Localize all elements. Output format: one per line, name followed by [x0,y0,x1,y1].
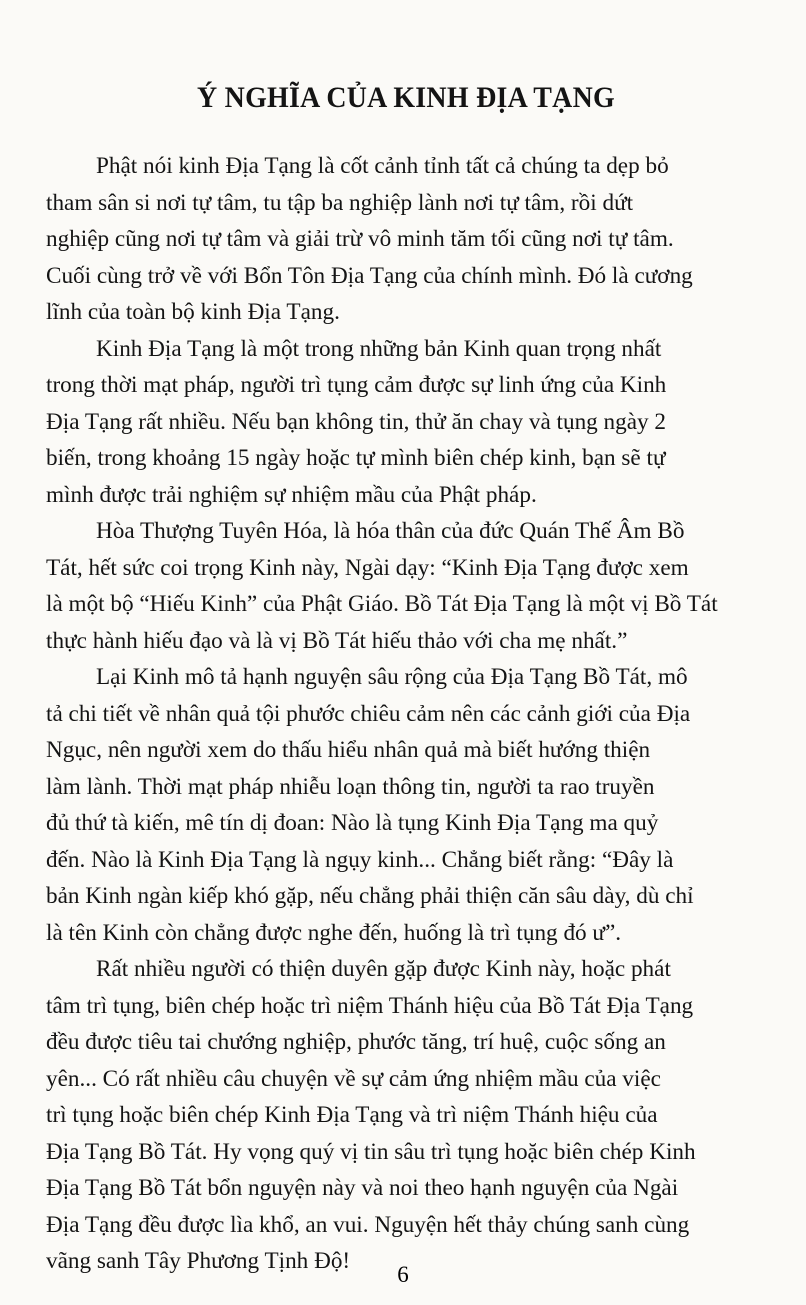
text-line: là tên Kinh còn chẳng được nghe đến, huống là trì tụng đó ư”. [46,919,622,946]
text-line: lĩnh của toàn bộ kinh Địa Tạng. [46,299,340,325]
text-line: nghiệp cũng nơi tự tâm và giải trừ vô minh tăm tối cũng nơi tự tâm. [46,226,674,252]
paragraph-2 [46,331,766,514]
text-line: Ngục, nên người xem do thấu hiểu nhân quả mà biết hướng thiện [46,737,651,763]
text-line: bản Kinh ngàn kiếp khó gặp, nếu chẳng phải thiện căn sâu dày, dù chỉ [46,883,694,909]
body-text [46,148,766,1280]
text-line: tả chi tiết về nhân quả tội phước chiêu cảm nên các cảnh giới của Địa [46,700,691,727]
paragraph-4 [46,659,766,951]
text-line: thực hành hiếu đạo và là vị Bồ Tát hiếu thảo với cha mẹ nhất.” [46,627,628,654]
text-line: trong thời mạt pháp, người trì tụng cảm được sự linh ứng của Kinh [46,372,667,398]
text-line: Rất nhiều người có thiện duyên gặp được Kinh này, hoặc phát [96,956,671,982]
paragraph-5 [46,951,766,1280]
text-line: Phật nói kinh Địa Tạng là cốt cảnh tỉnh tất cả chúng ta dẹp bỏ [96,153,669,179]
text-line: Địa Tạng Bồ Tát bổn nguyện này và noi theo hạnh nguyện của Ngài [46,1175,679,1201]
text-line: đến. Nào là Kinh Địa Tạng là ngụy kinh... Chẳng biết rằng: “Đây là [46,846,674,873]
chapter-title: Ý NGHĨA CỦA KINH ĐỊA TẠNG [196,81,616,114]
text-line: đều được tiêu tai chướng nghiệp, phước tăng, trí huệ, cuộc sống an [46,1029,666,1055]
text-line: trì tụng hoặc biên chép Kinh Địa Tạng và trì niệm Thánh hiệu của [46,1102,658,1128]
text-line: tham sân si nơi tự tâm, tu tập ba nghiệp lành nơi tự tâm, rồi dứt [46,189,634,216]
text-line: tâm trì tụng, biên chép hoặc trì niệm Thánh hiệu của Bồ Tát Địa Tạng [46,992,694,1019]
text-line: Địa Tạng Bồ Tát. Hy vọng quý vị tin sâu trì tụng hoặc biên chép Kinh [46,1138,696,1165]
text-line: Kinh Địa Tạng là một trong những bản Kinh quan trọng nhất [96,335,662,362]
text-line: là một bộ “Hiếu Kinh” của Phật Giáo. Bồ Tát Địa Tạng là một vị Bồ Tát [46,591,718,617]
paragraph-3 [46,513,766,659]
paragraph-1 [46,148,766,331]
text-line: biến, trong khoảng 15 ngày hoặc tự mình biên chép kinh, bạn sẽ tự [46,445,666,471]
text-line: yên... Có rất nhiều câu chuyện về sự cảm ứng nhiệm mầu của việc [46,1065,661,1092]
page-number: 6 [397,1262,409,1287]
text-line: Lại Kinh mô tả hạnh nguyện sâu rộng của Địa Tạng Bồ Tát, mô [96,664,688,690]
text-line: vãng sanh Tây Phương Tịnh Độ! [46,1248,351,1274]
text-line: Tát, hết sức coi trọng Kinh này, Ngài dạy: “Kinh Địa Tạng được xem [46,554,689,581]
text-line: Địa Tạng rất nhiều. Nếu bạn không tin, thử ăn chay và tụng ngày 2 [46,408,667,435]
text-line: Địa Tạng đều được lìa khổ, an vui. Nguyện hết thảy chúng sanh cùng [46,1211,690,1238]
text-line: Hòa Thượng Tuyên Hóa, là hóa thân của đức Quán Thế Âm Bồ [96,518,685,544]
text-line: đủ thứ tà kiến, mê tín dị đoan: Nào là tụng Kinh Địa Tạng ma quỷ [46,810,659,836]
text-line: Cuối cùng trở về với Bổn Tôn Địa Tạng của chính mình. Đó là cương [46,262,693,289]
text-line: mình được trải nghiệm sự nhiệm mầu của Phật pháp. [46,481,537,508]
text-line: làm lành. Thời mạt pháp nhiễu loạn thông tin, người ta rao truyền [46,773,655,800]
